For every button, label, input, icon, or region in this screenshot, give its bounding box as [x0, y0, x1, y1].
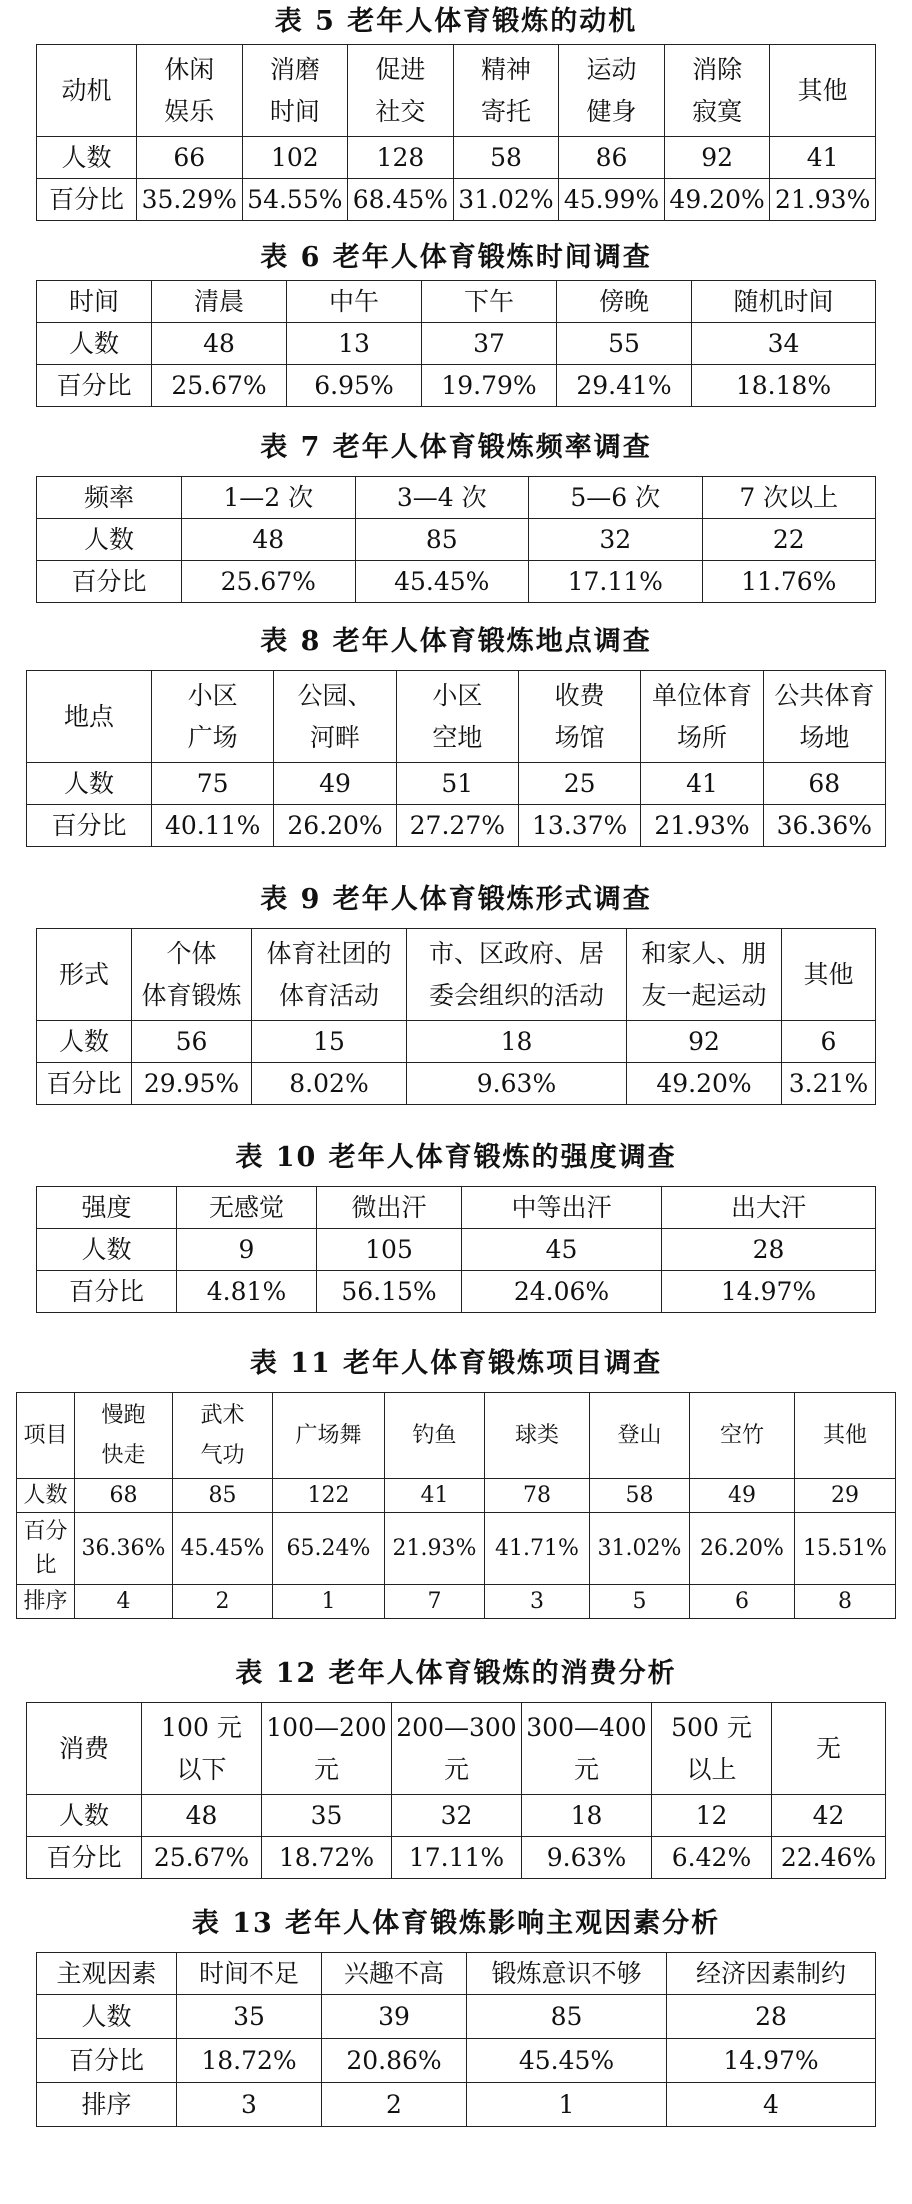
row-label: 人数 — [27, 1795, 142, 1837]
header-cell: 促进 社交 — [348, 45, 454, 137]
cell: 31.02% — [453, 179, 559, 221]
cell: 41 — [641, 763, 763, 805]
table-12-section — [0, 1654, 912, 1879]
cell: 20.86% — [322, 2039, 467, 2083]
header-cell: 慢跑 快走 — [75, 1393, 173, 1479]
cell: 25.67% — [142, 1837, 262, 1879]
header-cell: 消磨 时间 — [242, 45, 348, 137]
cell: 17.11% — [392, 1837, 522, 1879]
header-cell: 地点 — [27, 671, 152, 763]
table-5-header-row — [37, 45, 876, 137]
header-cell: 清晨 — [152, 281, 287, 323]
table-row — [37, 1229, 876, 1271]
cell: 6 — [782, 1021, 876, 1063]
cell: 54.55% — [242, 179, 348, 221]
table-10-title: 表 10 老年人体育锻炼的强度调查 — [235, 1142, 677, 1173]
header-cell: 体育社团的 体育活动 — [252, 929, 407, 1021]
header-cell: 无感觉 — [177, 1187, 317, 1229]
header-cell: 200—300 元 — [392, 1703, 522, 1795]
header-cell: 时间 — [37, 281, 152, 323]
table-11-title: 表 11 老年人体育锻炼项目调查 — [249, 1348, 663, 1379]
table-10-section — [0, 1138, 912, 1313]
header-cell: 个体 体育锻炼 — [132, 929, 252, 1021]
table-row — [37, 519, 876, 561]
cell: 26.20% — [274, 805, 396, 847]
table-8 — [26, 670, 886, 847]
table-13-title: 表 13 老年人体育锻炼影响主观因素分析 — [191, 1908, 721, 1939]
cell: 22 — [702, 519, 876, 561]
cell: 18 — [407, 1021, 627, 1063]
table-9 — [36, 928, 876, 1105]
cell: 37 — [422, 323, 557, 365]
header-cell: 和家人、朋 友一起运动 — [627, 929, 782, 1021]
header-cell: 休闲 娱乐 — [137, 45, 243, 137]
cell: 32 — [529, 519, 703, 561]
row-label: 人数 — [37, 519, 182, 561]
cell: 42 — [772, 1795, 886, 1837]
cell: 1 — [273, 1585, 385, 1619]
cell: 13.37% — [518, 805, 640, 847]
cell: 122 — [273, 1479, 385, 1513]
header-cell: 公园、 河畔 — [274, 671, 396, 763]
cell: 48 — [142, 1795, 262, 1837]
table-row — [37, 1271, 876, 1313]
cell: 66 — [137, 137, 243, 179]
table-row — [17, 1585, 896, 1619]
cell: 32 — [392, 1795, 522, 1837]
header-cell: 形式 — [37, 929, 132, 1021]
header-cell: 运动 健身 — [559, 45, 665, 137]
table-8-header-row — [27, 671, 886, 763]
table-6 — [36, 280, 876, 407]
row-label: 排序 — [37, 2083, 177, 2127]
table-row — [37, 1063, 876, 1105]
header-cell: 下午 — [422, 281, 557, 323]
cell: 35 — [262, 1795, 392, 1837]
header-cell: 1—2 次 — [182, 477, 356, 519]
header-cell: 小区 空地 — [396, 671, 518, 763]
header-cell: 500 元 以上 — [652, 1703, 772, 1795]
cell: 65.24% — [273, 1513, 385, 1585]
table-row — [27, 1795, 886, 1837]
cell: 28 — [662, 1229, 876, 1271]
cell: 21.93% — [770, 179, 876, 221]
cell: 25 — [518, 763, 640, 805]
table-9-header-row — [37, 929, 876, 1021]
cell: 9.63% — [407, 1063, 627, 1105]
cell: 49.20% — [627, 1063, 782, 1105]
cell: 29.95% — [132, 1063, 252, 1105]
table-row — [27, 1837, 886, 1879]
cell: 7 — [385, 1585, 485, 1619]
cell: 85 — [355, 519, 529, 561]
header-cell: 7 次以上 — [702, 477, 876, 519]
cell: 41 — [770, 137, 876, 179]
cell: 41.71% — [485, 1513, 590, 1585]
table-13-section — [0, 1904, 912, 2127]
cell: 45.45% — [173, 1513, 273, 1585]
cell: 18.18% — [692, 365, 876, 407]
table-row — [37, 1995, 876, 2039]
cell: 45.45% — [355, 561, 529, 603]
cell: 45.45% — [467, 2039, 667, 2083]
table-row — [37, 1021, 876, 1063]
cell: 11.76% — [702, 561, 876, 603]
cell: 6.95% — [287, 365, 422, 407]
header-cell: 消费 — [27, 1703, 142, 1795]
table-row — [37, 2039, 876, 2083]
table-7-title: 表 7 老年人体育锻炼频率调查 — [260, 432, 652, 463]
table-6-header-row — [37, 281, 876, 323]
header-cell: 兴趣不高 — [322, 1953, 467, 1995]
table-6-section — [0, 238, 912, 407]
header-cell: 登山 — [590, 1393, 690, 1479]
cell: 21.93% — [641, 805, 763, 847]
row-label: 排序 — [17, 1585, 75, 1619]
table-12-header-row — [27, 1703, 886, 1795]
row-label: 人数 — [27, 763, 152, 805]
cell: 36.36% — [763, 805, 885, 847]
row-label: 人数 — [37, 137, 137, 179]
table-row — [37, 179, 876, 221]
cell: 2 — [173, 1585, 273, 1619]
table-11-header-row — [17, 1393, 896, 1479]
table-12 — [26, 1702, 886, 1879]
cell: 85 — [173, 1479, 273, 1513]
cell: 102 — [242, 137, 348, 179]
table-row — [17, 1479, 896, 1513]
cell: 34 — [692, 323, 876, 365]
header-cell: 微出汗 — [317, 1187, 462, 1229]
header-cell: 收费 场馆 — [518, 671, 640, 763]
cell: 68 — [75, 1479, 173, 1513]
table-9-title: 表 9 老年人体育锻炼形式调查 — [260, 884, 652, 915]
cell: 4 — [667, 2083, 876, 2127]
header-cell: 武术 气功 — [173, 1393, 273, 1479]
cell: 41 — [385, 1479, 485, 1513]
cell: 5 — [590, 1585, 690, 1619]
table-row — [17, 1513, 896, 1585]
cell: 3.21% — [782, 1063, 876, 1105]
cell: 68 — [763, 763, 885, 805]
cell: 31.02% — [590, 1513, 690, 1585]
cell: 39 — [322, 1995, 467, 2039]
table-5 — [36, 44, 876, 221]
cell: 25.67% — [182, 561, 356, 603]
header-cell: 无 — [772, 1703, 886, 1795]
row-label: 百分比 — [27, 1837, 142, 1879]
row-label: 百分比 — [37, 1063, 132, 1105]
cell: 28 — [667, 1995, 876, 2039]
header-cell: 3—4 次 — [355, 477, 529, 519]
table-12-title: 表 12 老年人体育锻炼的消费分析 — [235, 1658, 677, 1689]
cell: 86 — [559, 137, 665, 179]
header-cell: 300—400 元 — [522, 1703, 652, 1795]
cell: 4.81% — [177, 1271, 317, 1313]
cell: 51 — [396, 763, 518, 805]
header-cell: 空竹 — [690, 1393, 795, 1479]
cell: 56 — [132, 1021, 252, 1063]
table-row — [27, 763, 886, 805]
cell: 22.46% — [772, 1837, 886, 1879]
header-cell: 锻炼意识不够 — [467, 1953, 667, 1995]
header-cell: 中等出汗 — [462, 1187, 662, 1229]
header-cell: 时间不足 — [177, 1953, 322, 1995]
table-7-header-row — [37, 477, 876, 519]
header-cell: 主观因素 — [37, 1953, 177, 1995]
header-cell: 动机 — [37, 45, 137, 137]
header-cell: 其他 — [782, 929, 876, 1021]
cell: 48 — [182, 519, 356, 561]
header-cell: 其他 — [795, 1393, 896, 1479]
cell: 19.79% — [422, 365, 557, 407]
cell: 49.20% — [664, 179, 770, 221]
table-row — [37, 137, 876, 179]
table-7 — [36, 476, 876, 603]
cell: 27.27% — [396, 805, 518, 847]
cell: 85 — [467, 1995, 667, 2039]
row-label: 百分比 — [37, 365, 152, 407]
row-label: 人数 — [37, 323, 152, 365]
header-cell: 出大汗 — [662, 1187, 876, 1229]
header-cell: 球类 — [485, 1393, 590, 1479]
table-10-header-row — [37, 1187, 876, 1229]
table-row — [37, 2083, 876, 2127]
row-label: 人数 — [37, 1995, 177, 2039]
cell: 24.06% — [462, 1271, 662, 1313]
header-cell: 小区 广场 — [152, 671, 274, 763]
table-6-title: 表 6 老年人体育锻炼时间调查 — [260, 242, 652, 273]
header-cell: 100—200 元 — [262, 1703, 392, 1795]
cell: 6 — [690, 1585, 795, 1619]
cell: 78 — [485, 1479, 590, 1513]
header-cell: 频率 — [37, 477, 182, 519]
cell: 12 — [652, 1795, 772, 1837]
table-11-section — [0, 1344, 912, 1619]
cell: 17.11% — [529, 561, 703, 603]
cell: 8 — [795, 1585, 896, 1619]
cell: 26.20% — [690, 1513, 795, 1585]
table-5-section — [0, 2, 912, 221]
header-cell: 钓鱼 — [385, 1393, 485, 1479]
header-cell: 广场舞 — [273, 1393, 385, 1479]
row-label: 百分比 — [37, 1271, 177, 1313]
table-row — [27, 805, 886, 847]
header-cell: 市、区政府、居 委会组织的活动 — [407, 929, 627, 1021]
table-11 — [16, 1392, 896, 1619]
cell: 2 — [322, 2083, 467, 2127]
cell: 25.67% — [152, 365, 287, 407]
header-cell: 中午 — [287, 281, 422, 323]
cell: 68.45% — [348, 179, 454, 221]
cell: 18 — [522, 1795, 652, 1837]
row-label: 人数 — [37, 1229, 177, 1271]
cell: 29 — [795, 1479, 896, 1513]
cell: 55 — [557, 323, 692, 365]
table-5-title: 表 5 老年人体育锻炼的动机 — [274, 6, 638, 37]
cell: 9 — [177, 1229, 317, 1271]
cell: 3 — [485, 1585, 590, 1619]
table-13 — [36, 1952, 876, 2127]
table-13-header-row — [37, 1953, 876, 1995]
header-cell: 随机时间 — [692, 281, 876, 323]
header-cell: 单位体育 场所 — [641, 671, 763, 763]
header-cell: 公共体育 场地 — [763, 671, 885, 763]
cell: 9.63% — [522, 1837, 652, 1879]
cell: 15 — [252, 1021, 407, 1063]
table-8-section — [0, 622, 912, 847]
header-cell: 项目 — [17, 1393, 75, 1479]
cell: 49 — [690, 1479, 795, 1513]
header-cell: 5—6 次 — [529, 477, 703, 519]
row-label: 百分比 — [37, 2039, 177, 2083]
row-label: 百分比 — [37, 561, 182, 603]
table-8-title: 表 8 老年人体育锻炼地点调查 — [260, 626, 652, 657]
cell: 128 — [348, 137, 454, 179]
cell: 4 — [75, 1585, 173, 1619]
cell: 56.15% — [317, 1271, 462, 1313]
row-label: 人数 — [17, 1479, 75, 1513]
cell: 36.36% — [75, 1513, 173, 1585]
cell: 3 — [177, 2083, 322, 2127]
cell: 29.41% — [557, 365, 692, 407]
table-row — [37, 561, 876, 603]
cell: 45 — [462, 1229, 662, 1271]
cell: 21.93% — [385, 1513, 485, 1585]
cell: 6.42% — [652, 1837, 772, 1879]
cell: 14.97% — [667, 2039, 876, 2083]
row-label: 人数 — [37, 1021, 132, 1063]
cell: 48 — [152, 323, 287, 365]
header-cell: 经济因素制约 — [667, 1953, 876, 1995]
cell: 18.72% — [177, 2039, 322, 2083]
header-cell: 100 元 以下 — [142, 1703, 262, 1795]
row-label: 百分比 — [37, 179, 137, 221]
row-label: 百分比 — [27, 805, 152, 847]
cell: 45.99% — [559, 179, 665, 221]
header-cell: 精神 寄托 — [453, 45, 559, 137]
cell: 13 — [287, 323, 422, 365]
cell: 75 — [152, 763, 274, 805]
cell: 14.97% — [662, 1271, 876, 1313]
cell: 15.51% — [795, 1513, 896, 1585]
cell: 58 — [590, 1479, 690, 1513]
cell: 35.29% — [137, 179, 243, 221]
header-cell: 消除 寂寞 — [664, 45, 770, 137]
table-row — [37, 323, 876, 365]
cell: 1 — [467, 2083, 667, 2127]
header-cell: 其他 — [770, 45, 876, 137]
cell: 92 — [664, 137, 770, 179]
table-7-section — [0, 428, 912, 603]
cell: 105 — [317, 1229, 462, 1271]
table-row — [37, 365, 876, 407]
table-9-section — [0, 880, 912, 1105]
cell: 35 — [177, 1995, 322, 2039]
header-cell: 强度 — [37, 1187, 177, 1229]
cell: 92 — [627, 1021, 782, 1063]
cell: 40.11% — [152, 805, 274, 847]
row-label: 百分 比 — [17, 1513, 75, 1585]
header-cell: 傍晚 — [557, 281, 692, 323]
cell: 8.02% — [252, 1063, 407, 1105]
cell: 49 — [274, 763, 396, 805]
cell: 18.72% — [262, 1837, 392, 1879]
cell: 58 — [453, 137, 559, 179]
table-10 — [36, 1186, 876, 1313]
